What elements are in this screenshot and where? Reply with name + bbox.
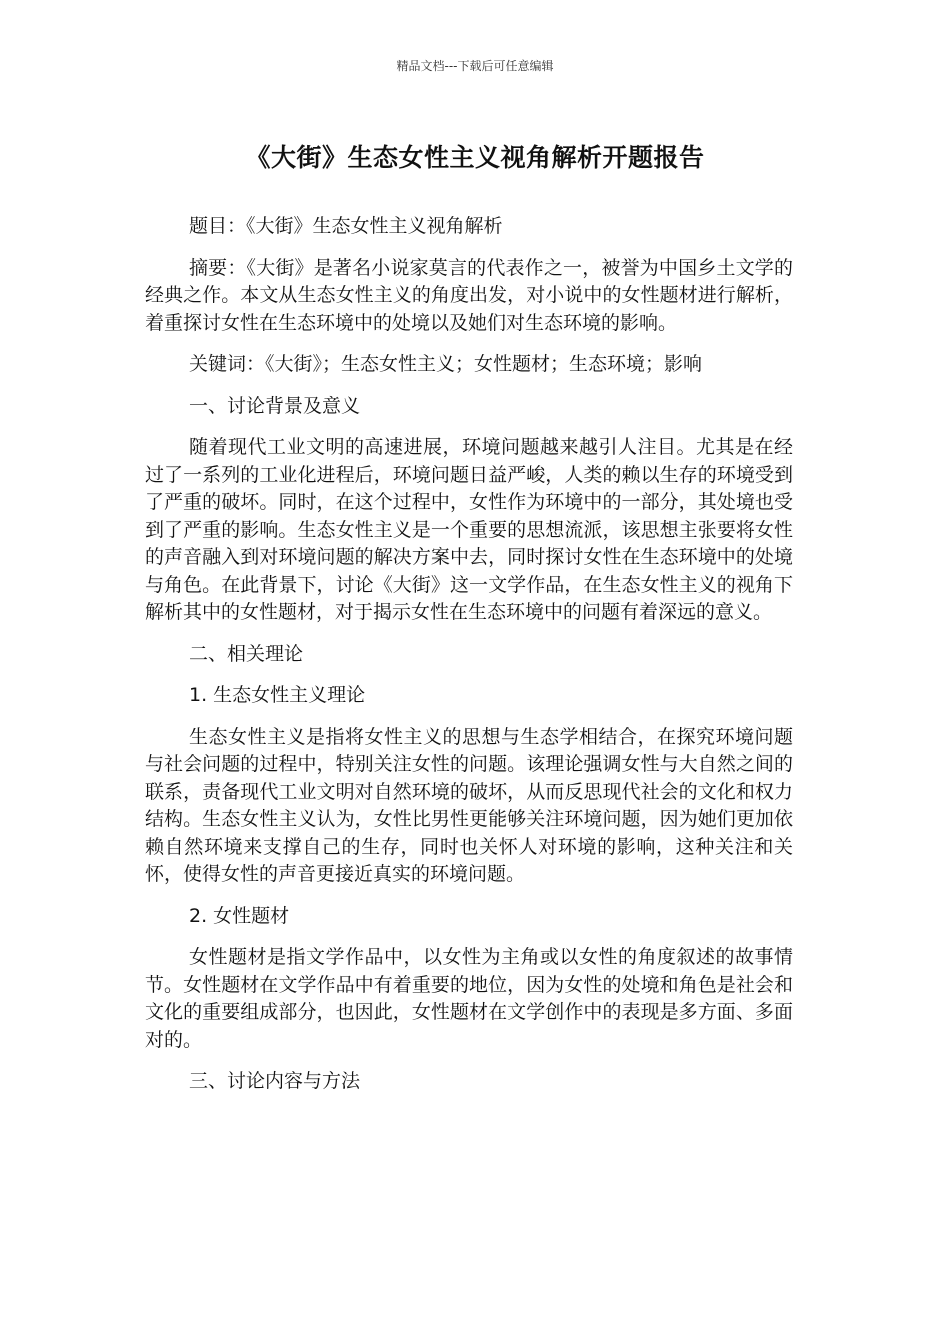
female-theme-paragraph: 女性题材是指文学作品中，以女性为主角或以女性的角度叙述的故事情节。女性题材在文学作品中有着重要的地位，因为女性的处境和角色是社会和文化的重要组成部分，也因此，女性题材在文学创作中的表现是多方面、多面对的。 [145,946,793,1051]
subsection-heading-ecofeminism: 1. 生态女性主义理论 [189,684,366,706]
document-body [145,213,793,1110]
document-title: 《大街》生态女性主义视角解析开题报告 [245,143,705,172]
section-heading-background: 一、讨论背景及意义 [189,394,361,417]
topic-line: 题目：《大街》生态女性主义视角解析 [189,215,503,237]
section-heading-theory: 二、相关理论 [189,642,304,665]
background-paragraph: 随着现代工业文明的高速进展，环境问题越来越引人注目。尤其是在经过了一系列的工业化进程后，环境问题日益严峻，人类的赖以生存的环境受到了严重的破坏。同时，在这个过程中，女性作为环境中的一部分，其处境也受到了严重的影响。生态女性主义是一个重要的思想流派，该思想主张要将女性的声音融入到对环境问题的解决方案中去，同时探讨女性在生态环境中的处境与角色。在此背景下，讨论《大街》这一文学作品，在生态女性主义的视角下解析其中的女性题材，对于揭示女性在生态环境中的问题有着深远的意义。 [145,436,793,623]
abstract-paragraph: 摘要：《大街》是著名小说家莫言的代表作之一，被誉为中国乡土文学的经典之作。本文从生态女性主义的角度出发，对小说中的女性题材进行解析，着重探讨女性在生态环境中的处境以及她们对生态环境的影响。 [145,256,793,334]
ecofeminism-paragraph: 生态女性主义是指将女性主义的思想与生态学相结合，在探究环境问题与社会问题的过程中，特别关注女性的问题。该理论强调女性与大自然之间的联系，责备现代工业文明对自然环境的破坏，从而反思现代社会的文化和权力结构。生态女性主义认为，女性比男性更能够关注环境问题，因为她们更加依赖自然环境来支撑自己的生存，同时也关怀人对环境的影响，这种关注和关怀，使得女性的声音更接近真实的环境问题。 [145,725,793,885]
subsection-heading-female-theme: 2. 女性题材 [189,904,290,927]
section-heading-content-method: 三、讨论内容与方法 [189,1070,361,1092]
page-header-note: 精品文档---下载后可任意编辑 [396,59,554,73]
keywords-line: 关键词：《大街》；生态女性主义；女性题材；生态环境；影响 [189,353,703,375]
